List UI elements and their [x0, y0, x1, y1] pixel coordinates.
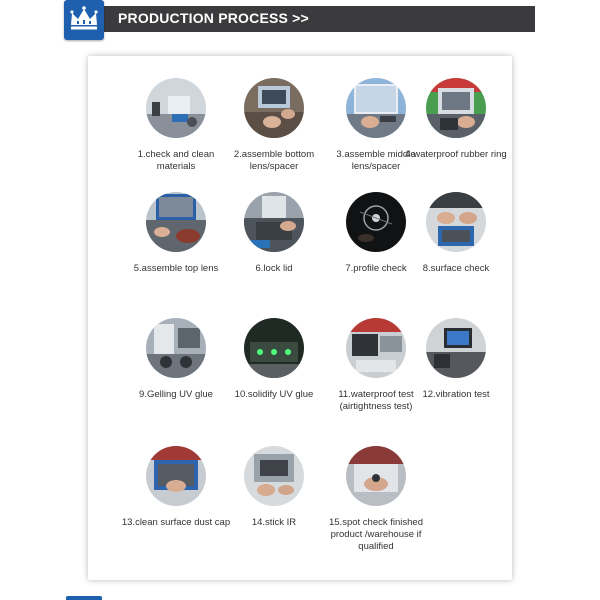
- step-13-photo: [146, 446, 206, 506]
- process-card: [88, 56, 512, 580]
- step-10-label: 10.solidify UV glue: [234, 389, 314, 400]
- step-14: [219, 446, 329, 529]
- step-3-label: 3.assemble middle lens/spacer: [336, 149, 416, 172]
- step-1: [121, 78, 231, 173]
- step-12-photo: [426, 318, 486, 378]
- bottom-logo-edge: [66, 596, 102, 600]
- step-5-photo: [146, 192, 206, 252]
- step-2: [219, 78, 329, 173]
- step-15: [321, 446, 431, 553]
- step-11-photo: [346, 318, 406, 378]
- step-9-label: 9.Gelling UV glue: [139, 389, 213, 400]
- step-12: [401, 318, 511, 401]
- step-14-label: 14.stick IR: [251, 517, 297, 528]
- step-6: [219, 192, 329, 275]
- step-7-label: 7.profile check: [345, 263, 407, 274]
- step-13-label: 13.clean surface dust cap: [121, 517, 231, 528]
- step-4-photo: [426, 78, 486, 138]
- step-6-photo: [244, 192, 304, 252]
- step-3-photo: [346, 78, 406, 138]
- step-2-label: 2.assemble bottom lens/spacer: [233, 149, 315, 172]
- step-12-label: 12.vibration test: [422, 389, 490, 400]
- step-8-photo: [426, 192, 486, 252]
- step-10: [219, 318, 329, 401]
- step-4-label: 4.waterproof rubber ring: [405, 149, 507, 160]
- step-9: [121, 318, 231, 401]
- step-6-label: 6.lock lid: [255, 263, 293, 274]
- step-7-photo: [346, 192, 406, 252]
- step-5-label: 5.assemble top lens: [133, 263, 219, 274]
- page-title: PRODUCTION PROCESS >>: [118, 10, 309, 26]
- step-5: [121, 192, 231, 275]
- step-15-photo: [346, 446, 406, 506]
- step-2-photo: [244, 78, 304, 138]
- step-13: [121, 446, 231, 529]
- step-11-label: 11.waterproof test (airtightness test): [338, 389, 414, 412]
- step-8: [401, 192, 511, 275]
- step-14-photo: [244, 446, 304, 506]
- step-15-label: 15.spot check finished product /warehouse if qualified: [328, 517, 423, 552]
- crown-icon: [68, 5, 100, 35]
- step-8-label: 8.surface check: [422, 263, 490, 274]
- step-4: [401, 78, 511, 161]
- step-9-photo: [146, 318, 206, 378]
- step-10-photo: [244, 318, 304, 378]
- step-1-label: 1.check and clean materials: [137, 149, 215, 172]
- step-1-photo: [146, 78, 206, 138]
- brand-logo: [64, 0, 104, 40]
